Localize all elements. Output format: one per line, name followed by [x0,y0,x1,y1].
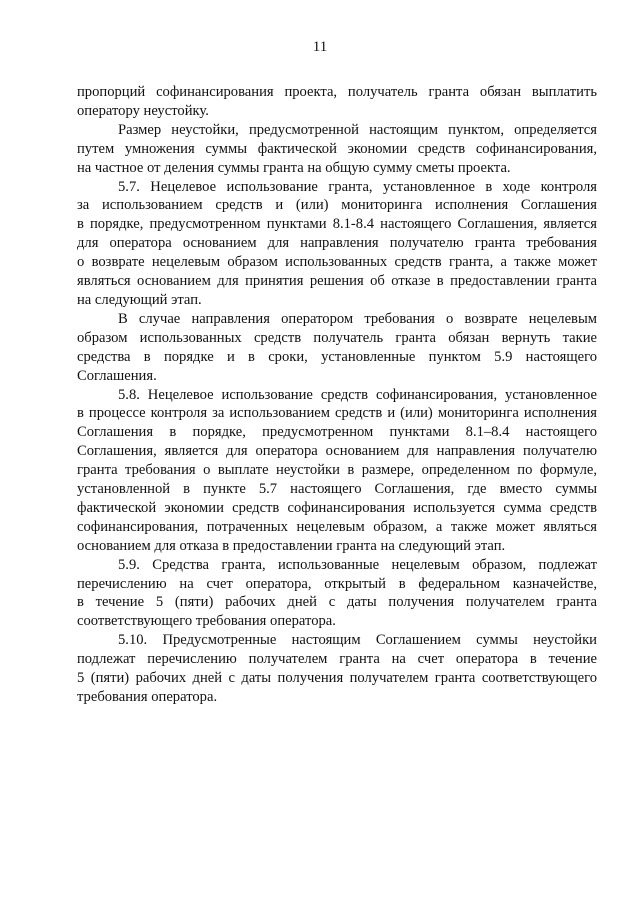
page-number: 11 [312,39,328,55]
text-line: требования оператора. [77,689,218,705]
paragraph-clause-5-10 [77,631,597,707]
text-line: 5.8. Нецелевое использование средств софинансирования, установленное [118,386,597,403]
text-line: 5.7. Нецелевое использование гранта, установленное в ходе контроля [118,178,597,195]
text-line: образом использованных средств получатель гранта обязан вернуть такие [77,329,597,346]
text-line: в порядке, предусмотренном пунктами 8.1-8.4 настоящего Соглашения, является [77,216,597,233]
text-line: для оператора основанием для направления получателю гранта требования [77,235,597,252]
text-line: софинансирования, потраченных нецелевым образом, а также может являться [77,518,597,535]
text-line: на следующий этап. [77,291,202,308]
text-line: пропорций софинансирования проекта, получатель гранта обязан выплатить [77,84,597,100]
text-line: на частное от деления суммы гранта на общую сумму сметы проекта. [77,159,511,176]
text-line: соответствующего требования оператора. [77,613,336,630]
text-line: 5 (пяти) рабочих дней с даты получения получателем гранта соответствующего [77,670,597,687]
text-line: Соглашения в порядке, предусмотренном пунктами 8.1–8.4 настоящего [77,424,597,441]
text-line: в процессе контроля за использованием средств и (или) мониторинга исполнения [77,405,597,422]
paragraph-clause-5-8 [77,386,597,556]
paragraph-clause-5-9 [77,556,597,632]
paragraph-penalty-size [77,121,597,178]
text-line: Размер неустойки, предусмотренной настоящим пунктом, определяется [118,121,597,138]
text-line: за использованием средств и (или) мониторинга исполнения Соглашения [77,197,597,214]
paragraph-continuation [77,83,597,121]
text-line: 5.9. Средства гранта, использованные нецелевым образом, подлежат [118,556,597,573]
text-line: Соглашения. [77,367,157,384]
text-line: являться основанием для принятия решения об отказе в предоставлении гранта [77,273,597,290]
text-line: гранта требования о выплате неустойки в размере, определенном по формуле, [77,462,597,479]
text-line: установленной в пункте 5.7 настоящего Соглашения, где вместо суммы [77,481,597,498]
text-line: 5.10. Предусмотренные настоящим Соглашением суммы неустойки [118,632,597,649]
text-line: подлежат перечислению получателем гранта на счет оператора в течение [77,651,597,668]
text-line: средства в порядке и в сроки, установленные пунктом 5.9 настоящего [77,348,597,365]
text-line: в течение 5 (пяти) рабочих дней с даты получения получателем гранта [77,594,597,611]
document-body [77,83,597,707]
text-line: путем умножения суммы фактической экономии средств софинансирования, [77,140,597,157]
paragraph-clause-5-7 [77,178,597,310]
text-line: оператору неустойку. [77,102,209,119]
text-line: основанием для отказа в предоставлении гранта на следующий этап. [77,537,506,554]
paragraph-clause-5-7-return [77,310,597,386]
text-line: фактической экономии средств софинансирования используется сумма средств [77,499,597,516]
text-line: перечислению на счет оператора, открытый в федеральном казначействе, [77,575,597,592]
text-line: В случае направления оператором требования о возврате нецелевым [118,310,597,327]
text-line: о возврате нецелевым образом использованных средств гранта, а также может [77,254,597,271]
text-line: Соглашения, является для оператора основанием для направления получателю [77,443,597,460]
